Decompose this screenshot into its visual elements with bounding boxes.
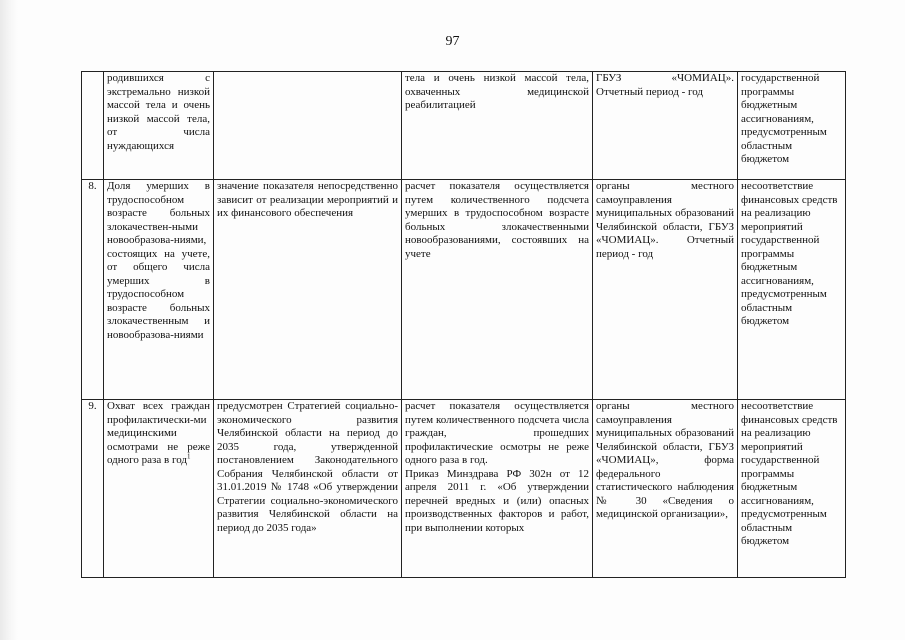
source-cell: органы местного самоуправления муниципальных образований Челябинской области, ГБУЗ «ЧОМИАЦ». Отчетный период - год — [593, 180, 738, 400]
table-row — [82, 400, 846, 578]
page-number: 97 — [445, 34, 460, 49]
method-cell: расчет показателя осуществляется путем количественного подсчета умерших в трудоспособном возрасте больных злокачественными новообразованиями, состоявших на учете — [402, 180, 593, 400]
source-cell: ГБУЗ «ЧОМИАЦ». Отчетный период - год — [593, 72, 738, 180]
risk-cell: несоответствие финансовых средств на реализацию мероприятий государственной программы бюджетным ассигнованиям, предусмотренным областным бюджетом — [738, 400, 846, 578]
row-number-cell: 8. — [82, 180, 104, 400]
dependency-cell: предусмотрен Стратегией социально-экономического развития Челябинской области на период до 2035 года, утвержденной постановлением Законодательного Собрания Челябинской области от 31.01.2019 № 1748 «Об утверждении Стратегии социально-экономического развития Челябинской области на период до 2035 года» — [214, 400, 402, 578]
indicator-cell — [104, 400, 214, 578]
risk-cell: несоответствие финансовых средств на реализацию мероприятий государственной программы бюджетным ассигнованиям, предусмотренным областным бюджетом — [738, 180, 846, 400]
method-cell: тела и очень низкой массой тела, охваченных медицинской реабилитацией — [402, 72, 593, 180]
source-cell: органы местного самоуправления муниципальных образований Челябинской области, ГБУЗ «ЧОМИАЦ», форма федерального статистического наблюдения № 30 «Сведения о медицинской организации», — [593, 400, 738, 578]
indicator-text: Охват всех граждан профилактически-ми медицинскими осмотрами не реже одного раза в год — [107, 400, 210, 466]
dependency-cell: значение показателя непосредственно зависит от реализации мероприятий и их финансового обеспечения — [214, 180, 402, 400]
table-row — [82, 72, 846, 180]
table-row — [82, 180, 846, 400]
indicator-cell: Доля умерших в трудоспособном возрасте больных злокачествен-ными новообразова-ниями, состоящих на учете, от общего числа умерших в трудоспособном возрасте больных злокачественным и новообразова-ниями — [104, 180, 214, 400]
row-number-cell — [82, 72, 104, 180]
dependency-cell — [214, 72, 402, 180]
risk-cell: государственной программы бюджетным ассигнованиям, предусмотренным областным бюджетом — [738, 72, 846, 180]
row-number-cell: 9. — [82, 400, 104, 578]
indicator-cell: родившихся с экстремально низкой массой тела и очень низкой массой тела, от числа нуждающихся — [104, 72, 214, 180]
indicators-table — [81, 71, 846, 578]
method-cell: расчет показателя осуществляется путем количественного подсчета числа граждан, прошедших профилактические осмотры не реже одного раза в год. Приказ Минздрава РФ 302н от 12 апреля 2011 г. «Об утверждении перечней вредных и (или) опасных производственных факторов и работ, при выполнении которых — [402, 400, 593, 578]
scan-edge-shadow — [0, 0, 18, 640]
footnote-marker: 1 — [186, 452, 191, 461]
